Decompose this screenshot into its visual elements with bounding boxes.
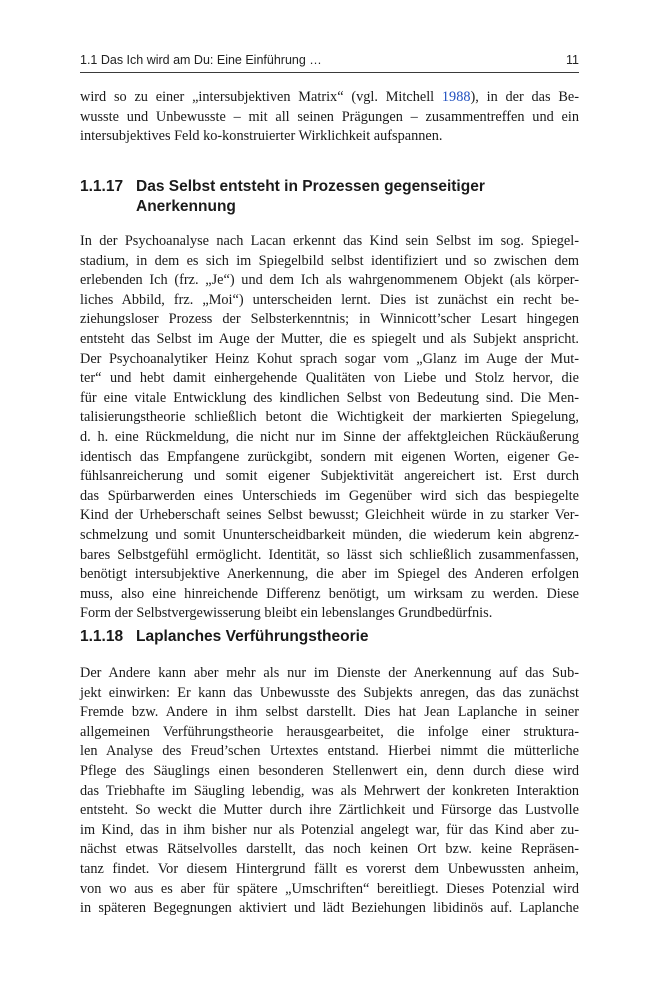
section-number: 1.1.17 [80,178,124,195]
text-line: identisch das Empfangene zurückgibt, sondern mit eigenen Worten, eigener Ge- [80,448,579,465]
text-line: In der Psychoanalyse nach Lacan erkennt das Kind sein Selbst im sog. Spiegel- [80,233,579,249]
intro-line: wusste und Unbewusste – mit all seinen Prägungen – zusammentreffen und ein [80,108,579,125]
text-line: stadium, in dem es sich im Spiegelbild selbst identifiziert und so zwischen dem [80,252,579,269]
text-line: tanz findet. Vor diesem Hintergrund fällt es vorerst dem Unbewussten anheim, [80,860,579,877]
intro-line-text: ), in der das Be- [470,89,579,105]
text-line: in späteren Begegnungen aktiviert und lädt Beziehungen libidinös auf. Laplanche [80,900,579,917]
text-line: muss, also eine hinreichende Differenz benötigt, um wirksam zu werden. Diese [80,585,579,602]
running-head [80,50,579,73]
text-line: benötigt intersubjektive Anerkennung, die aber im Spiegel des Anderen erfolgen [80,566,579,583]
text-line: talisierungstheorie schließlich betont die Wichtigkeit der markierten Spiegelung, [80,409,579,426]
text-line: im Kind, das in ihm bisher nur als Potenzial angelegt war, für das Kind aber zu- [80,821,579,838]
text-line: Fremde bzw. Andere in ihm selbst darstellt. Dies hat Jean Laplanche in seiner [80,704,579,721]
text-line: das Triebhafte im Säugling lebendig, was als Mehrwert der konkreten Interaktion [80,782,579,799]
citation-link[interactable]: 1988 [441,89,471,105]
text-line: d. h. eine Rückmeldung, die nicht nur im Sinne der affektgleichen Rückäußerung [80,428,579,445]
text-line: Form der Selbstvergewisserung bleibt ein lebenslanges Grundbedürfnis. [80,605,493,622]
intro-paragraph [80,88,579,147]
running-head-section: 1.1 Das Ich wird am Du: Eine Einführung … [80,53,322,67]
text-line: ziehungsloser Prozess der Selbsterkenntnis; in Winnicott’scher Lesart hingegen [80,311,579,328]
text-line: bares Selbstgefühl ermöglicht. Identität, so lässt sich schließlich zusammenfassen, [80,546,579,563]
text-line: Der Andere kann aber mehr als nur im Dienste der Anerkennung auf das Sub- [80,665,579,681]
text-line: schmelzung und somit Ununterscheidbarkeit münden, die wiederum kein abgrenz- [80,526,579,543]
section-number: 1.1.18 [80,628,124,645]
text-line: von wo aus es aber für spätere „Umschriften“ bereitliegt. Dieses Potenzial wird [80,880,579,897]
text-line: das Spürbarwerden eines Unterschieds im Gegenüber wird sich das bespiegelte [80,487,579,504]
section-1118-paragraph [80,664,579,919]
text-line: jekt einwirken: Er kann das Unbewusste des Subjekts anregen, das das zunächst [80,684,579,701]
section-title: Das Selbst entsteht in Prozessen gegenseitiger [136,178,485,195]
text-line: erlebenden Ich (frz. „Je“) und dem Ich als wahrgenommenem Objekt (als körper- [80,272,579,289]
section-title-continued: Anerkennung [136,198,236,215]
text-line: entsteht das Selbst im Auge der Mutter, die es spiegelt und als Subjekt anspricht. [80,330,579,347]
text-line: Kind der Urheberschaft seines Selbst bewusst; Gleichheit würde in zu starker Ver- [80,507,579,524]
text-line: Pflege des Säuglings einen besonderen Stellenwert ein, denn durch diese wird [80,762,579,779]
section-1117-paragraph [80,232,579,624]
text-line: entsteht. So weckt die Mutter durch ihre Zärtlichkeit und Fürsorge das Lustvolle [80,802,579,819]
page-number: 11 [566,53,579,67]
text-line: ter“ und hebt damit einhergehende Qualitäten von Liebe und Stolz hervor, die [80,370,579,387]
text-line: allgemeinen Verführungstheorie herausgearbeitet, die infolge einer struktura- [80,723,579,740]
section-heading-1118 [80,627,579,647]
text-line: fühlsanreicherung und somit eigener Subjektivität angereichert ist. Erst durch [80,468,579,485]
text-line: für eine vitale Entwicklung des kindlichen Selbst von Bedeutung sind. Die Men- [80,389,579,406]
section-title: Laplanches Verführungstheorie [136,628,369,645]
intro-line-text: wird so zu einer „intersubjektiven Matrix“ (vgl. Mitchell [80,89,442,105]
section-heading-1117 [80,177,579,217]
intro-line: intersubjektives Feld ko-konstruierter Wirklichkeit aufspannen. [80,128,443,145]
text-line: nächst etwas Rätselvolles darstellt, das noch keinen Ort bzw. keine Repräsen- [80,841,579,858]
text-line: len Analyse des Freud’schen Urtextes entstand. Hierbei nimmt die mütterliche [80,743,579,760]
text-line: Der Psychoanalytiker Heinz Kohut sprach sogar vom „Glanz im Auge der Mut- [80,350,579,367]
text-line: liches Abbild, frz. „Moi“) unterscheiden lernt. Dies ist zunächst ein recht be- [80,291,579,308]
intro-line [80,88,579,108]
